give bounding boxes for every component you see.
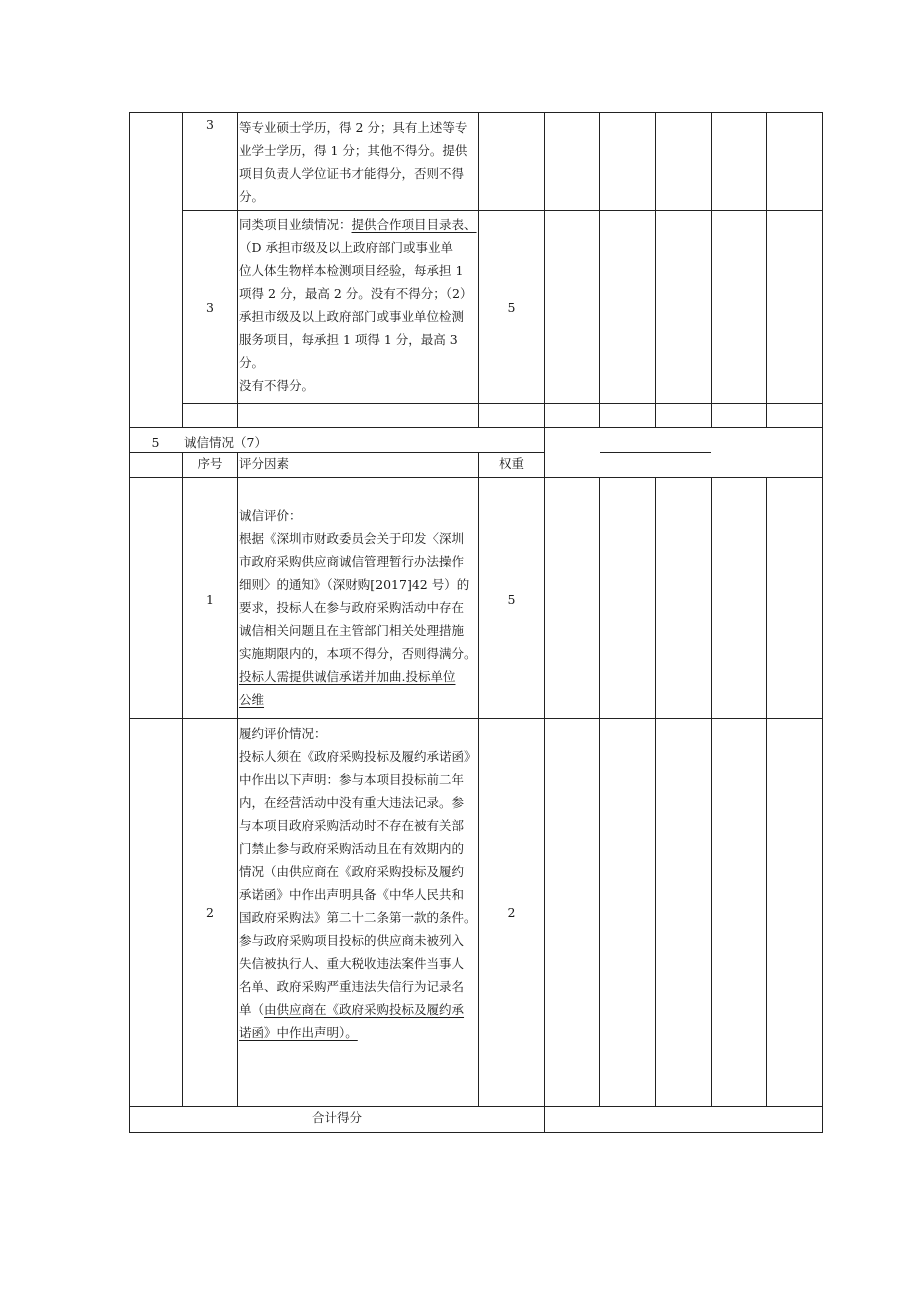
row-factor-text <box>239 722 479 1044</box>
header-factor: 评分因素 <box>239 456 290 471</box>
underlined-text: 投标人需提供诚信承诺并加曲.投标单位 <box>239 669 456 684</box>
row-divider <box>129 718 823 719</box>
row-factor-text <box>239 116 479 208</box>
text-line: 失信被执行人、重大税收违法案件当事人 <box>239 956 465 971</box>
text-line: 分。 <box>239 189 265 204</box>
text-line: 国政府采购法》第二十二条第一款的条件。 <box>239 910 477 925</box>
table-bottom-border <box>129 1132 823 1133</box>
row-factor-text <box>239 504 479 711</box>
text-line: 履约评价情况： <box>239 726 327 741</box>
text-line: 根据《深圳市财政委员会关于印发〈深圳 <box>239 531 465 546</box>
col-divider <box>237 112 238 427</box>
section-number: 5 <box>151 435 160 450</box>
col-divider <box>182 452 183 1106</box>
col-divider <box>655 477 656 1106</box>
row-divider <box>182 403 823 404</box>
text-line: 承担市级及以上政府部门或事业单位检测 <box>239 309 465 324</box>
row-weight: 5 <box>507 592 516 607</box>
text-line <box>239 998 479 1021</box>
text-line: 市政府采购供应商诚信管理暂行办法操作 <box>239 554 465 569</box>
text-line: 实施期限内的，本项不得分，否则得满分。 <box>239 646 477 661</box>
col-divider <box>599 112 600 427</box>
row-weight: 2 <box>507 905 516 920</box>
total-label: 合计得分 <box>311 1110 362 1125</box>
row-seq: 3 <box>206 300 214 315</box>
text-line: 诚信评价： <box>239 508 302 523</box>
text-segment: 同类项目业绩情况： <box>239 217 352 232</box>
table-left-border <box>129 112 130 1133</box>
text-line: 参与政府采购项目投标的供应商未被列入 <box>239 933 465 948</box>
row-factor-text <box>239 213 479 397</box>
section-title: 诚信情况（7） <box>184 435 267 450</box>
col-divider <box>766 112 767 427</box>
header-seq: 序号 <box>197 456 223 471</box>
col-divider <box>655 112 656 427</box>
text-line: 与本项目政府采购活动时不存在被有关部 <box>239 818 465 833</box>
text-line: （D 承担市级及以上政府部门或事业单 <box>239 240 453 255</box>
text-line: 位人体生物样本检测项目经验，每承担 1 <box>239 263 464 278</box>
col-divider <box>711 112 712 427</box>
text-line: 细则〉的通知》（深财购[2017]42 号）的 <box>239 577 470 592</box>
col-divider <box>182 112 183 427</box>
col-divider <box>711 477 712 1106</box>
row-divider <box>182 210 823 211</box>
col-divider <box>766 477 767 1106</box>
text-line: 情况（由供应商在《政府采购投标及履约 <box>239 864 465 879</box>
short-rule <box>600 452 711 453</box>
header-weight: 权重 <box>498 456 524 471</box>
underlined-text: 由供应商在《政府采购投标及履约承 <box>264 1002 465 1017</box>
text-line: 投标人须在《政府采购投标及履约承诺函》 <box>239 749 477 764</box>
table-right-border <box>822 112 823 1133</box>
row-seq: 1 <box>206 592 214 607</box>
text-line: 项目负责人学位证书才能得分，否则不得 <box>239 166 465 181</box>
col-divider <box>599 477 600 1106</box>
text-line: 业学士学历，得 1 分；其他不得分。提供 <box>239 143 468 158</box>
row-seq: 2 <box>206 905 214 920</box>
underlined-text: 提供合作项目目录表、 <box>351 217 477 232</box>
text-line: 承诺函》中作出声明具备《中华人民共和 <box>239 887 465 902</box>
underlined-text: 诺函》中作出声明）。 <box>239 1025 358 1040</box>
col-divider <box>544 112 545 1133</box>
text-line: 门禁止参与政府采购活动且在有效期内的 <box>239 841 465 856</box>
text-line: 中作出以下声明：参与本项目投标前二年 <box>239 772 465 787</box>
row-divider <box>129 427 823 428</box>
col-divider <box>237 452 238 1106</box>
row-seq: 3 <box>206 117 214 132</box>
text-line: 内，在经营活动中没有重大违法记录。参 <box>239 795 465 810</box>
text-line: 等专业硕士学历，得 2 分；具有上述等专 <box>239 120 468 135</box>
text-line: 名单、政府采购严重违法失信行为记录名 <box>239 979 465 994</box>
text-line: 没有不得分。 <box>239 378 315 393</box>
text-segment: 单（ <box>239 1002 265 1017</box>
text-line <box>239 213 479 236</box>
text-line: 要求，投标人在参与政府采购活动中存在 <box>239 600 465 615</box>
row-divider <box>129 477 823 478</box>
row-weight: 5 <box>507 300 516 315</box>
underlined-text: 公维 <box>239 692 265 707</box>
text-line: 诚信相关问题且在主管部门相关处理措施 <box>239 623 465 638</box>
text-line: 项得 2 分，最高 2 分。没有不得分；（2） <box>239 286 473 301</box>
text-line: 服务项目，每承担 1 项得 1 分，最高 3 分。 <box>239 332 458 370</box>
